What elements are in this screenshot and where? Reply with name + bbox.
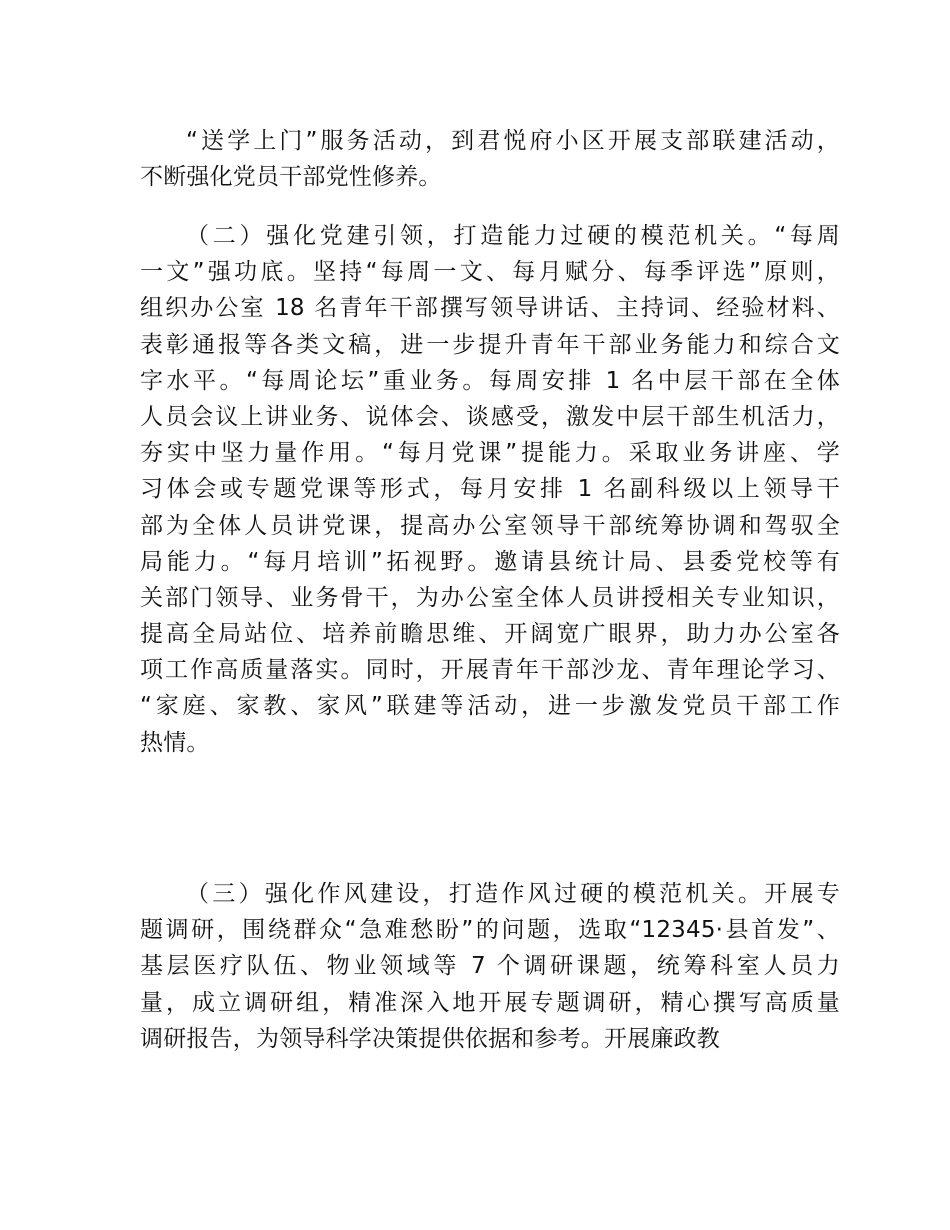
paragraph-line: 量，成立调研组，精准深入地开展专题调研，精心撰写高质量 [140, 989, 840, 1016]
paragraph-1 [140, 123, 840, 195]
paragraph-line: 人员会议上讲业务、说体会、谈感受，激发中层干部生机活力， [140, 403, 840, 430]
paragraph-line: 调研报告，为领导科学决策提供依据和参考。开展廉政教 [140, 1025, 720, 1052]
paragraph-line: “送学上门”服务活动，到君悦府小区开展支部联建活动， [186, 128, 840, 154]
paragraph-line: 关部门领导、业务骨干，为办公室全体人员讲授相关专业知识， [140, 584, 840, 611]
paragraph-line: 习体会或专题党课等形式，每月安排 1 名副科级以上领导干 [140, 476, 840, 503]
paragraph-line: “家庭、家教、家风”联建等活动，进一步激发党员干部工作 [140, 693, 840, 720]
paragraph-3 [140, 876, 840, 1057]
paragraph-line: 夯实中坚力量作用。“每月党课”提能力。采取业务讲座、学 [140, 440, 840, 467]
paragraph-line: 组织办公室 18 名青年干部撰写领导讲话、主持词、经验材料、 [140, 295, 840, 322]
paragraph-line: 项工作高质量落实。同时，开展青年干部沙龙、青年理论学习、 [140, 657, 840, 684]
paragraph-line: 热情。 [140, 729, 210, 756]
paragraph-line: 局能力。“每月培训”拓视野。邀请县统计局、县委党校等有 [140, 548, 840, 575]
paragraph-line: 部为全体人员讲党课，提高办公室领导干部统筹协调和驾驭全 [140, 512, 840, 539]
paragraph-line: 不断强化党员干部党性修养。 [140, 164, 442, 191]
paragraph-line: （二）强化党建引领，打造能力过硬的模范机关。“每周 [186, 223, 840, 249]
paragraph-line: （三）强化作风建设，打造作风过硬的模范机关。开展专 [186, 881, 840, 907]
paragraph-line: 一文”强功底。坚持“每周一文、每月赋分、每季评选”原则， [140, 259, 840, 286]
paragraph-2 [140, 218, 840, 761]
paragraph-line: 字水平。“每周论坛”重业务。每周安排 1 名中层干部在全体 [140, 367, 840, 394]
paragraph-line: 提高全局站位、培养前瞻思维、开阔宽广眼界，助力办公室各 [140, 621, 840, 648]
paragraph-line: 基层医疗队伍、物业领域等 7 个调研课题，统筹科室人员力 [140, 953, 840, 980]
paragraph-line: 表彰通报等各类文稿，进一步提升青年干部业务能力和综合文 [140, 331, 840, 358]
paragraph-line: 题调研，围绕群众“急难愁盼”的问题，选取“12345·县首发”、 [140, 917, 840, 944]
